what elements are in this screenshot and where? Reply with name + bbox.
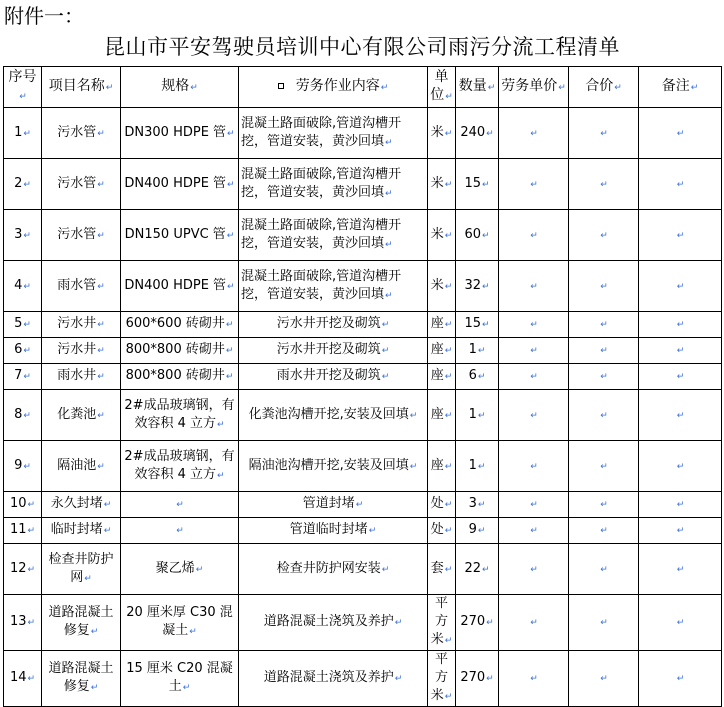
cell-content: 污水井开挖及砌筑↵	[239, 338, 428, 364]
cell-name: 污水井↵	[42, 338, 121, 364]
cell-spec: 800*800 砖砌井↵	[121, 364, 239, 390]
cell-price: ↵	[499, 544, 569, 595]
table-row	[4, 364, 722, 390]
cell-total: ↵	[569, 364, 639, 390]
cell-name: 污水管↵	[42, 159, 121, 210]
cell-name: 临时封堵↵	[42, 518, 121, 544]
table-row	[4, 518, 722, 544]
header-remark: 备注↵	[639, 67, 722, 108]
cell-price: ↵	[499, 390, 569, 441]
table-row	[4, 261, 722, 312]
cell-price: ↵	[499, 159, 569, 210]
cell-price: ↵	[499, 595, 569, 651]
cell-qty: 270↵	[456, 651, 499, 707]
cell-total: ↵	[569, 210, 639, 261]
cell-total: ↵	[569, 544, 639, 595]
header-row	[4, 67, 722, 108]
header-price: 劳务单价↵	[499, 67, 569, 108]
cell-content: 管道封堵↵	[239, 492, 428, 518]
cell-remark: ↵	[639, 364, 722, 390]
cell-qty: 240↵	[456, 108, 499, 159]
cell-name: 雨水管↵	[42, 261, 121, 312]
cell-unit: 平方米↵	[428, 595, 456, 651]
cell-spec: 20 厘米厚 C30 混凝土↵	[121, 595, 239, 651]
cell-qty: 3↵	[456, 492, 499, 518]
cell-seq: 5↵	[4, 312, 42, 338]
header-total: 合价↵	[569, 67, 639, 108]
cell-unit: 座↵	[428, 390, 456, 441]
cell-spec: DN150 UPVC 管↵	[121, 210, 239, 261]
cell-price: ↵	[499, 441, 569, 492]
cell-total: ↵	[569, 159, 639, 210]
cell-total: ↵	[569, 390, 639, 441]
cell-total: ↵	[569, 261, 639, 312]
cell-spec: DN400 HDPE 管↵	[121, 159, 239, 210]
cell-name: 道路混凝土修复↵	[42, 595, 121, 651]
cell-name: 道路混凝土修复↵	[42, 651, 121, 707]
cell-content: 雨水井开挖及砌筑↵	[239, 364, 428, 390]
cell-qty: 1↵	[456, 390, 499, 441]
cell-name: 永久封堵↵	[42, 492, 121, 518]
cell-remark: ↵	[639, 261, 722, 312]
cell-price: ↵	[499, 261, 569, 312]
cell-qty: 270↵	[456, 595, 499, 651]
cell-remark: ↵	[639, 159, 722, 210]
cell-unit: 米↵	[428, 210, 456, 261]
cell-price: ↵	[499, 364, 569, 390]
cell-price: ↵	[499, 651, 569, 707]
cell-total: ↵	[569, 441, 639, 492]
cell-name: 污水管↵	[42, 108, 121, 159]
cell-content: 道路混凝土浇筑及养护↵	[239, 651, 428, 707]
cell-spec: DN300 HDPE 管↵	[121, 108, 239, 159]
cell-spec: 2#成品玻璃钢，有效容积 4 立方↵	[121, 441, 239, 492]
cell-spec: 2#成品玻璃钢，有效容积 4 立方↵	[121, 390, 239, 441]
cell-name: 化粪池↵	[42, 390, 121, 441]
header-seq: 序号↵	[4, 67, 42, 108]
table-row	[4, 390, 722, 441]
cell-total: ↵	[569, 492, 639, 518]
cell-total: ↵	[569, 338, 639, 364]
cell-total: ↵	[569, 651, 639, 707]
cell-remark: ↵	[639, 390, 722, 441]
cell-spec: ↵	[121, 492, 239, 518]
cell-content: 化粪池沟槽开挖,安装及回填↵	[239, 390, 428, 441]
table-row	[4, 492, 722, 518]
cell-content: 混凝土路面破除,管道沟槽开挖，管道安装，黄沙回填↵	[239, 261, 428, 312]
bullet-square-icon	[278, 83, 284, 89]
header-name: 项目名称↵	[42, 67, 121, 108]
header-qty: 数量↵	[456, 67, 499, 108]
cell-remark: ↵	[639, 544, 722, 595]
cell-content: 管道临时封堵↵	[239, 518, 428, 544]
cell-remark: ↵	[639, 210, 722, 261]
table-row	[4, 595, 722, 651]
cell-seq: 2↵	[4, 159, 42, 210]
cell-remark: ↵	[639, 651, 722, 707]
cell-qty: 1↵	[456, 338, 499, 364]
cell-remark: ↵	[639, 595, 722, 651]
header-content: 劳务作业内容↵	[239, 67, 428, 108]
cell-spec: 600*600 砖砌井↵	[121, 312, 239, 338]
cell-seq: 10↵	[4, 492, 42, 518]
cell-name: 隔油池↵	[42, 441, 121, 492]
cell-total: ↵	[569, 312, 639, 338]
cell-content: 混凝土路面破除,管道沟槽开挖，管道安装，黄沙回填↵	[239, 108, 428, 159]
cell-unit: 座↵	[428, 364, 456, 390]
table-row	[4, 108, 722, 159]
table-row	[4, 441, 722, 492]
cell-seq: 3↵	[4, 210, 42, 261]
cell-qty: 15↵	[456, 312, 499, 338]
cell-seq: 1↵	[4, 108, 42, 159]
cell-name: 检查井防护网↵	[42, 544, 121, 595]
cell-qty: 60↵	[456, 210, 499, 261]
cell-seq: 14↵	[4, 651, 42, 707]
cell-price: ↵	[499, 492, 569, 518]
cell-unit: 处↵	[428, 492, 456, 518]
table-row	[4, 159, 722, 210]
cell-price: ↵	[499, 210, 569, 261]
cell-unit: 座↵	[428, 338, 456, 364]
table-row	[4, 338, 722, 364]
cell-name: 污水管↵	[42, 210, 121, 261]
cell-remark: ↵	[639, 518, 722, 544]
cell-unit: 座↵	[428, 312, 456, 338]
cell-total: ↵	[569, 518, 639, 544]
cell-seq: 9↵	[4, 441, 42, 492]
cell-remark: ↵	[639, 441, 722, 492]
cell-qty: 32↵	[456, 261, 499, 312]
cell-qty: 1↵	[456, 441, 499, 492]
cell-content: 混凝土路面破除,管道沟槽开挖，管道安装，黄沙回填↵	[239, 210, 428, 261]
cell-price: ↵	[499, 338, 569, 364]
cell-unit: 套↵	[428, 544, 456, 595]
cell-name: 污水井↵	[42, 312, 121, 338]
cell-unit: 米↵	[428, 159, 456, 210]
cell-remark: ↵	[639, 492, 722, 518]
cell-spec: ↵	[121, 518, 239, 544]
cell-seq: 13↵	[4, 595, 42, 651]
cell-qty: 15↵	[456, 159, 499, 210]
cell-unit: 座↵	[428, 441, 456, 492]
cell-spec: 聚乙烯↵	[121, 544, 239, 595]
cell-price: ↵	[499, 312, 569, 338]
table-row	[4, 312, 722, 338]
cell-qty: 9↵	[456, 518, 499, 544]
table-row	[4, 651, 722, 707]
cell-name: 雨水井↵	[42, 364, 121, 390]
cell-spec: 800*800 砖砌井↵	[121, 338, 239, 364]
cell-seq: 12↵	[4, 544, 42, 595]
cell-seq: 4↵	[4, 261, 42, 312]
cell-remark: ↵	[639, 108, 722, 159]
attachment-label: 附件一：	[4, 4, 84, 28]
header-spec: 规格↵	[121, 67, 239, 108]
cell-content: 隔油池沟槽开挖,安装及回填↵	[239, 441, 428, 492]
cell-unit: 米↵	[428, 108, 456, 159]
cell-seq: 6↵	[4, 338, 42, 364]
cell-content: 道路混凝土浇筑及养护↵	[239, 595, 428, 651]
cell-remark: ↵	[639, 338, 722, 364]
cell-total: ↵	[569, 108, 639, 159]
cell-unit: 米↵	[428, 261, 456, 312]
cell-spec: 15 厘米 C20 混凝土↵	[121, 651, 239, 707]
table-row	[4, 544, 722, 595]
cell-qty: 6↵	[456, 364, 499, 390]
cell-spec: DN400 HDPE 管↵	[121, 261, 239, 312]
table-row	[4, 210, 722, 261]
cell-seq: 8↵	[4, 390, 42, 441]
cell-content: 混凝土路面破除,管道沟槽开挖，管道安装，黄沙回填↵	[239, 159, 428, 210]
cell-remark: ↵	[639, 312, 722, 338]
cell-unit: 平方米↵	[428, 651, 456, 707]
cell-price: ↵	[499, 108, 569, 159]
document-title: 昆山市平安驾驶员培训中心有限公司雨污分流工程清单	[104, 35, 620, 59]
cell-content: 检查井防护网安装↵	[239, 544, 428, 595]
cell-seq: 7↵	[4, 364, 42, 390]
project-table	[3, 66, 722, 707]
cell-seq: 11↵	[4, 518, 42, 544]
header-unit: 单位↵	[428, 67, 456, 108]
cell-unit: 处↵	[428, 518, 456, 544]
cell-content: 污水井开挖及砌筑↵	[239, 312, 428, 338]
cell-qty: 22↵	[456, 544, 499, 595]
cell-price: ↵	[499, 518, 569, 544]
cell-total: ↵	[569, 595, 639, 651]
